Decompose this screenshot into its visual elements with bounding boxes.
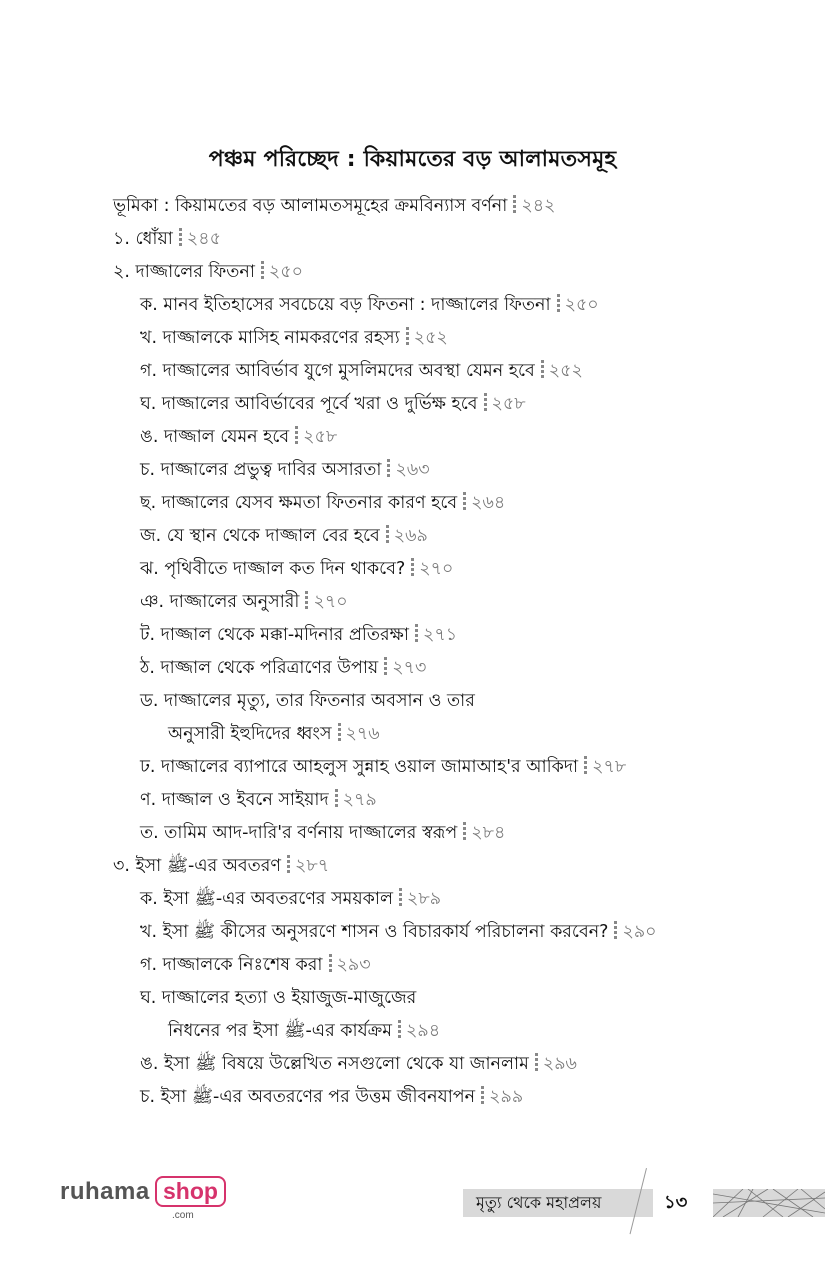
toc-entry-text: ২. দাজ্জালের ফিতনা: [113, 262, 255, 282]
toc-entry-text: ত. তামিম আদ-দারি'র বর্ণনায় দাজ্জালের স্বরূপ: [140, 823, 458, 843]
toc-entry-text: ট. দাজ্জাল থেকে মক্কা-মদিনার প্রতিরক্ষা: [140, 625, 409, 645]
toc-row: [140, 1052, 577, 1076]
toc-entry-text: খ. ইসা ﷺ কীসের অনুসরণে শাসন ও বিচারকার্য পরিচালনা করবেন?: [140, 922, 609, 942]
toc-page-number: ২৬৩: [395, 460, 430, 480]
toc-entry-text: অনুসারী ইহুদিদের ধ্বংস: [168, 724, 332, 744]
toc-page-number: ২৯০: [622, 922, 657, 942]
dotted-separator-icon: [463, 822, 466, 842]
toc-row: [113, 227, 221, 251]
toc-page-number: ২৭৮: [592, 757, 627, 777]
toc-row: [168, 722, 380, 746]
toc-row: [140, 920, 657, 944]
toc-entry-text: নিধনের পর ইসা ﷺ-এর কার্যক্রম: [168, 1021, 393, 1041]
dotted-separator-icon: [415, 624, 418, 644]
toc-row: [140, 359, 583, 383]
dotted-separator-icon: [305, 591, 308, 611]
dotted-separator-icon: [535, 1053, 538, 1073]
toc-entry-text: ড. দাজ্জালের মৃত্যু, তার ফিতনার অবসান ও তার: [140, 691, 475, 711]
toc-row: [113, 194, 555, 218]
toc-entry-text: ণ. দাজ্জাল ও ইবনে সাইয়াদ: [140, 790, 329, 810]
toc-row: [140, 656, 426, 680]
logo-text-domain: .com: [172, 1210, 194, 1221]
toc-page-number: ২৮৪: [471, 823, 506, 843]
toc-page-number: ২৯৬: [542, 1054, 577, 1074]
toc-entry-text: ঞ. দাজ্জালের অনুসারী: [140, 592, 300, 612]
toc-page-number: ২৭০: [419, 559, 454, 579]
toc-entry-text: ঙ. ইসা ﷺ বিষয়ে উল্লেখিত নসগুলো থেকে যা জানলাম: [140, 1054, 529, 1074]
toc-entry-text: ঠ. দাজ্জাল থেকে পরিত্রাণের উপায়: [140, 658, 379, 678]
toc-row: [113, 260, 303, 284]
toc-page-number: ২৮৯: [407, 889, 442, 909]
logo-text-ruhama: ruhama: [60, 1178, 150, 1205]
toc-row: [140, 590, 348, 614]
toc-page-number: ২৫০: [564, 295, 599, 315]
toc-entry-text: গ. দাজ্জালকে নিঃশেষ করা: [140, 955, 323, 975]
toc-page-number: ২৯৪: [406, 1021, 441, 1041]
toc-page-number: ২৭১: [422, 625, 458, 645]
dotted-separator-icon: [584, 756, 587, 776]
toc-row: [140, 293, 599, 317]
dotted-separator-icon: [287, 855, 290, 875]
dotted-separator-icon: [614, 921, 617, 941]
dotted-separator-icon: [179, 228, 182, 248]
toc-row: [140, 392, 526, 416]
dotted-separator-icon: [557, 294, 560, 314]
toc-row: [113, 854, 329, 878]
toc-entry-text: গ. দাজ্জালের আবির্ভাব যুগে মুসলিমদের অবস্থা যেমন হবে: [140, 361, 535, 381]
dotted-separator-icon: [261, 261, 264, 281]
toc-entry-text: খ. দাজ্জালকে মাসিহ নামকরণের রহস্য: [140, 328, 400, 348]
toc-entry-text: ঙ. দাজ্জাল যেমন হবে: [140, 427, 290, 447]
decorative-hatch-icon: [713, 1189, 825, 1217]
logo-text-shop: shop: [155, 1176, 226, 1207]
toc-entry-text: ছ. দাজ্জালের যেসব ক্ষমতা ফিতনার কারণ হবে: [140, 493, 458, 513]
toc-page-number: ২৬৯: [393, 526, 428, 546]
dotted-separator-icon: [513, 195, 516, 215]
dotted-separator-icon: [399, 888, 402, 908]
dotted-separator-icon: [481, 1086, 484, 1106]
toc-row: [140, 887, 441, 911]
toc-page-number: ২৮৭: [295, 856, 330, 876]
dotted-separator-icon: [484, 393, 487, 413]
toc-entry-text: ক. মানব ইতিহাসের সবচেয়ে বড় ফিতনা : দাজ্জালের ফিতনা: [140, 295, 551, 315]
toc-row: [140, 458, 430, 482]
toc-entry-text: জ. যে স্থান থেকে দাজ্জাল বের হবে: [140, 526, 380, 546]
toc-page-number: ২৫২: [548, 361, 583, 381]
toc-entry-text: ৩. ইসা ﷺ-এর অবতরণ: [113, 856, 282, 876]
toc-page-number: ২৬৪: [471, 493, 506, 513]
toc-entry-text: চ. ইসা ﷺ-এর অবতরণের পর উত্তম জীবনযাপন: [140, 1087, 476, 1107]
dotted-separator-icon: [398, 1020, 401, 1040]
toc-row: [140, 491, 505, 515]
toc-page-number: ২৪২: [521, 196, 556, 216]
toc-page-number: ২৯৩: [336, 955, 371, 975]
toc-page-number: ২৭৬: [345, 724, 380, 744]
toc-entry-text: ভূমিকা : কিয়ামতের বড় আলামতসমূহের ক্রমবিন্যাস বর্ণনা: [113, 196, 508, 216]
running-book-title: মৃত্যু থেকে মহাপ্রলয়: [476, 1193, 602, 1212]
toc-entry-text: ঢ. দাজ্জালের ব্যাপারে আহলুস সুন্নাহ ওয়াল জামাআহ'র আকিদা: [140, 757, 579, 777]
toc-entry-text: চ. দাজ্জালের প্রভুত্ব দাবির অসারতা: [140, 460, 382, 480]
toc-row: [140, 821, 505, 845]
toc-page-number: ২৫৮: [491, 394, 526, 414]
toc-entry-text: ঘ. দাজ্জালের আবির্ভাবের পূর্বে খরা ও দুর্ভিক্ষ হবে: [140, 394, 478, 414]
toc-row: [140, 755, 626, 779]
dotted-separator-icon: [295, 426, 298, 446]
toc-row: [140, 788, 377, 812]
toc-row: [140, 1085, 523, 1109]
dotted-separator-icon: [384, 657, 387, 677]
chapter-title: পঞ্চম পরিচ্ছেদ : কিয়ামতের বড় আলামতসমূহ: [208, 147, 617, 172]
toc-row: [140, 326, 448, 350]
toc-entry-text: ঝ. পৃথিবীতে দাজ্জাল কত দিন থাকবে?: [140, 559, 406, 579]
toc-row: [140, 425, 337, 449]
toc-row: [140, 689, 475, 713]
toc-entry-text: ঘ. দাজ্জালের হত্যা ও ইয়াজুজ-মাজুজের: [140, 988, 417, 1008]
dotted-separator-icon: [411, 558, 414, 578]
dotted-separator-icon: [329, 954, 332, 974]
toc-row: [140, 953, 371, 977]
toc-page-number: ২৫৮: [303, 427, 338, 447]
toc-page-number: ২৫০: [268, 262, 304, 282]
toc-row: [140, 623, 457, 647]
toc-row: [168, 1019, 440, 1043]
toc-page-number: ২৯৯: [489, 1087, 524, 1107]
toc-page-number: ২৫২: [413, 328, 448, 348]
toc-page-number: ২৪৫: [186, 229, 221, 249]
toc-page-number: ২৭৩: [392, 658, 427, 678]
dotted-separator-icon: [335, 789, 338, 809]
toc-entry-text: ক. ইসা ﷺ-এর অবতরণের সময়কাল: [140, 889, 394, 909]
toc-row: [140, 986, 416, 1010]
dotted-separator-icon: [387, 459, 390, 479]
dotted-separator-icon: [386, 525, 389, 545]
dotted-separator-icon: [463, 492, 466, 512]
dotted-separator-icon: [406, 327, 409, 347]
dotted-separator-icon: [338, 723, 341, 743]
toc-row: [140, 557, 453, 581]
toc-page-number: ২৭৯: [342, 790, 377, 810]
toc-entry-text: ১. ধোঁয়া: [113, 229, 173, 249]
dotted-separator-icon: [541, 360, 544, 380]
page-number: ১৩: [664, 1192, 688, 1213]
toc-row: [140, 524, 428, 548]
toc-page-number: ২৭০: [313, 592, 348, 612]
